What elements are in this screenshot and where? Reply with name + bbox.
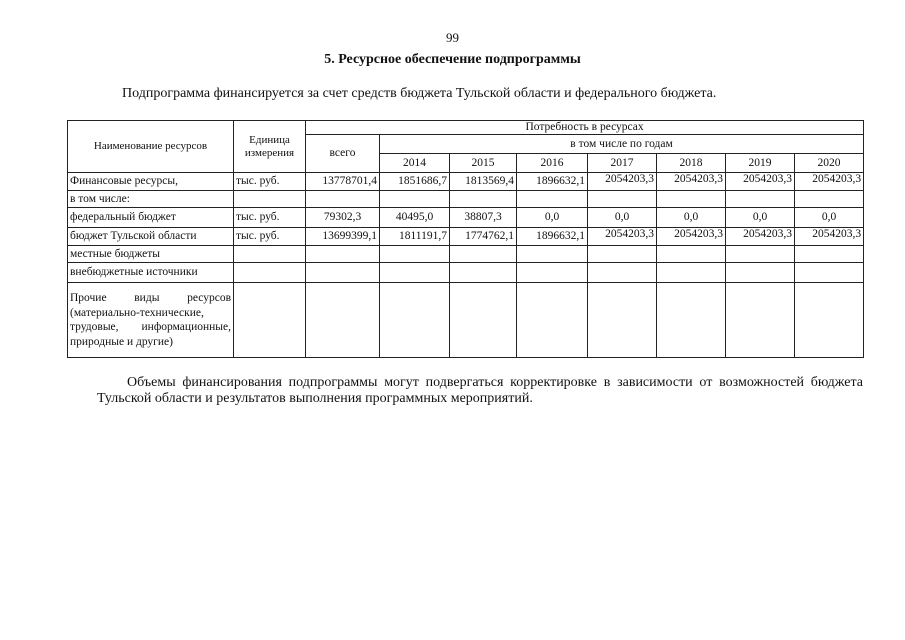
row-value: 1896632,1 bbox=[517, 228, 588, 246]
row-value: 1851686,7 bbox=[380, 173, 450, 191]
row-value bbox=[517, 191, 588, 208]
page-number: 99 bbox=[446, 30, 459, 45]
row-value: 0,0 bbox=[726, 208, 795, 228]
row-value bbox=[588, 191, 657, 208]
row-value: 2054203,3 bbox=[657, 228, 726, 246]
row-name: в том числе: bbox=[68, 191, 234, 208]
row-value: 2054203,3 bbox=[588, 228, 657, 246]
row-value bbox=[380, 191, 450, 208]
row-value bbox=[726, 283, 795, 358]
row-total: 79302,3 bbox=[306, 208, 380, 228]
row-value: 0,0 bbox=[795, 208, 864, 228]
header-year: 2015 bbox=[450, 154, 517, 173]
intro-paragraph: Подпрограмма финансируется за счет средств бюджета Тульской области и федерального бюджета. bbox=[122, 86, 717, 101]
row-value bbox=[517, 263, 588, 283]
row-name: Финансовые ресурсы, bbox=[68, 173, 234, 191]
row-total: 13778701,4 bbox=[306, 173, 380, 191]
row-value: 40495,0 bbox=[380, 208, 450, 228]
table-row bbox=[68, 208, 864, 228]
row-value bbox=[450, 263, 517, 283]
row-value: 2054203,3 bbox=[657, 173, 726, 191]
header-year: 2014 bbox=[380, 154, 450, 173]
header-year: 2020 bbox=[795, 154, 864, 173]
table-row bbox=[68, 246, 864, 263]
header-total: всего bbox=[306, 135, 380, 173]
header-name: Наименование ресурсов bbox=[68, 121, 234, 173]
header-row-1 bbox=[68, 121, 864, 135]
row-unit: тыс. руб. bbox=[234, 208, 306, 228]
row-value: 2054203,3 bbox=[795, 173, 864, 191]
row-value bbox=[657, 191, 726, 208]
row-value bbox=[517, 246, 588, 263]
header-by-years: в том числе по годам bbox=[380, 135, 864, 154]
table-row bbox=[68, 173, 864, 191]
row-value: 0,0 bbox=[657, 208, 726, 228]
row-value bbox=[657, 283, 726, 358]
row-unit bbox=[234, 191, 306, 208]
row-value bbox=[517, 283, 588, 358]
table-row bbox=[68, 263, 864, 283]
header-year: 2016 bbox=[517, 154, 588, 173]
conclusion-paragraph: Объемы финансирования подпрограммы могут подвергаться корректировке в зависимости от возможностей бюджета Тульской области и результатов выполнения программных мероприятий. bbox=[97, 375, 863, 406]
row-value bbox=[657, 246, 726, 263]
table-row bbox=[68, 228, 864, 246]
row-value bbox=[450, 246, 517, 263]
resources-table bbox=[67, 120, 864, 358]
row-value bbox=[380, 246, 450, 263]
row-value bbox=[795, 191, 864, 208]
row-name: федеральный бюджет bbox=[68, 208, 234, 228]
header-unit: Единица измерения bbox=[234, 121, 306, 173]
row-unit bbox=[234, 263, 306, 283]
row-total bbox=[306, 283, 380, 358]
header-year: 2019 bbox=[726, 154, 795, 173]
row-total bbox=[306, 246, 380, 263]
header-need: Потребность в ресурсах bbox=[306, 121, 864, 135]
row-value bbox=[450, 283, 517, 358]
row-value bbox=[380, 283, 450, 358]
row-value: 1774762,1 bbox=[450, 228, 517, 246]
row-value bbox=[726, 246, 795, 263]
table-row bbox=[68, 283, 864, 358]
row-value bbox=[450, 191, 517, 208]
row-value: 38807,3 bbox=[450, 208, 517, 228]
row-value bbox=[588, 283, 657, 358]
row-value: 2054203,3 bbox=[795, 228, 864, 246]
row-name: внебюджетные источники bbox=[68, 263, 234, 283]
row-unit: тыс. руб. bbox=[234, 173, 306, 191]
row-total bbox=[306, 263, 380, 283]
row-value bbox=[726, 263, 795, 283]
row-value bbox=[657, 263, 726, 283]
row-value: 2054203,3 bbox=[726, 173, 795, 191]
row-unit: тыс. руб. bbox=[234, 228, 306, 246]
row-value bbox=[588, 246, 657, 263]
row-value: 0,0 bbox=[588, 208, 657, 228]
row-value: 2054203,3 bbox=[588, 173, 657, 191]
row-value bbox=[726, 191, 795, 208]
row-value bbox=[588, 263, 657, 283]
row-value: 0,0 bbox=[517, 208, 588, 228]
row-name: бюджет Тульской области bbox=[68, 228, 234, 246]
table-row bbox=[68, 191, 864, 208]
row-value bbox=[795, 246, 864, 263]
header-year: 2018 bbox=[657, 154, 726, 173]
row-name: местные бюджеты bbox=[68, 246, 234, 263]
section-title: 5. Ресурсное обеспечение подпрограммы bbox=[324, 52, 581, 67]
row-total bbox=[306, 191, 380, 208]
row-value: 1811191,7 bbox=[380, 228, 450, 246]
row-total: 13699399,1 bbox=[306, 228, 380, 246]
row-value bbox=[795, 283, 864, 358]
row-value: 2054203,3 bbox=[726, 228, 795, 246]
row-value: 1896632,1 bbox=[517, 173, 588, 191]
row-value bbox=[380, 263, 450, 283]
row-value bbox=[795, 263, 864, 283]
row-unit bbox=[234, 246, 306, 263]
header-year: 2017 bbox=[588, 154, 657, 173]
row-unit bbox=[234, 283, 306, 358]
row-name: Прочие виды ресурсов (материально-технические, трудовые, информационные, природные и другие) bbox=[68, 283, 234, 358]
row-value: 1813569,4 bbox=[450, 173, 517, 191]
